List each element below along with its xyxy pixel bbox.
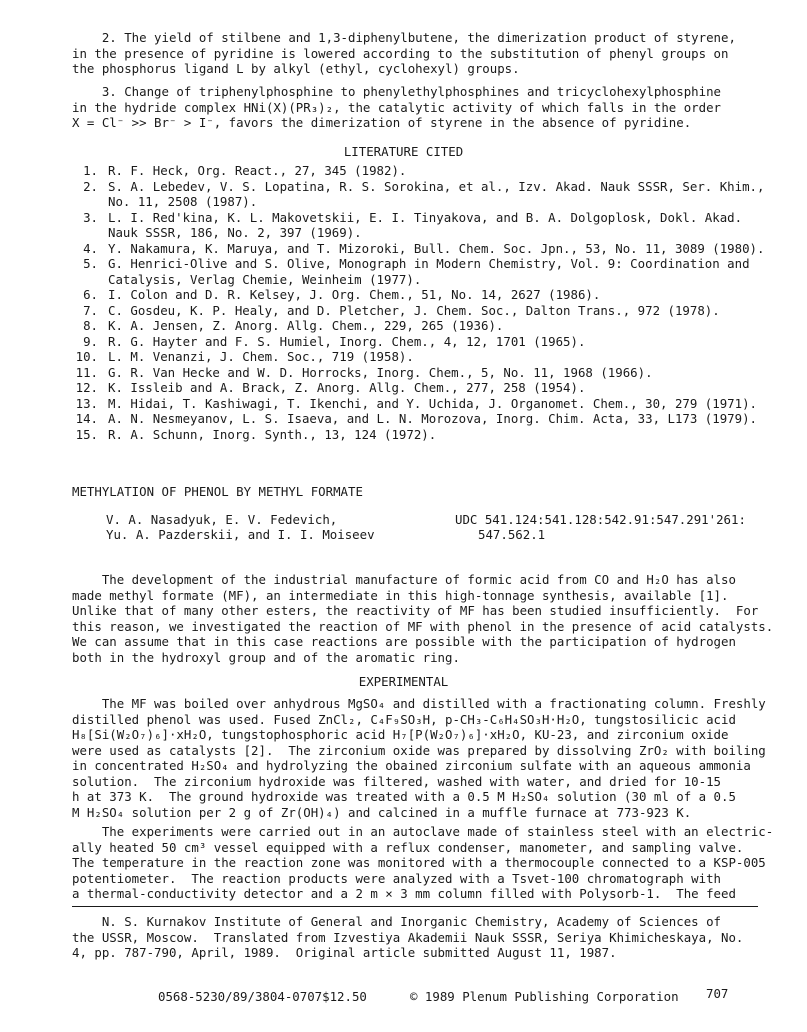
authors-continued [106, 527, 375, 543]
reference-text [108, 427, 772, 443]
reference-item [72, 380, 772, 396]
reference-line: C. Gosdeu, K. P. Healy, and D. Pletcher, J. Chem. Soc., Dalton Trans., 972 (1978). [108, 302, 720, 318]
text-line: 2. The yield of stilbene and 1,3-diphenylbutene, the dimerization product of styrene, [72, 30, 736, 45]
text-line: made methyl formate (MF), an intermediate in this high-tonnage synthesis, available [1]. [72, 587, 729, 603]
author-line: Yu. A. Pazderskii, and I. I. Moiseev [106, 527, 375, 542]
reference-number: 7. [83, 302, 98, 318]
text-line: The temperature in the reaction zone was monitored with a thermocouple connected to a KSP-005 [72, 855, 766, 870]
reference-line: S. A. Lebedev, V. S. Lopatina, R. S. Sorokina, et al., Izv. Akad. Nauk SSSR, Ser. Khim., [108, 178, 765, 194]
authors [106, 512, 337, 528]
reference-line: R. A. Schunn, Inorg. Synth., 13, 124 (1972). [108, 426, 437, 442]
text-line: the phosphorus ligand L by alkyl (ethyl, cyclohexyl) groups. [72, 61, 520, 76]
text-line: The experiments were carried out in an autoclave made of stainless steel with an electric- [72, 824, 774, 839]
experimental-heading: EXPERIMENTAL [358, 674, 449, 689]
reference-line: No. 11, 2508 (1987). [108, 194, 258, 209]
text-line: h at 373 K. The ground hydroxide was treated with a 0.5 M H₂SO₄ solution (30 ml of a 0.5 [72, 789, 736, 804]
text-line: The MF was boiled over anhydrous MgSO₄ and distilled with a fractionating column. Freshly [72, 696, 766, 711]
reference-item [72, 256, 772, 287]
author-line: V. A. Nasadyuk, E. V. Fedevich, [106, 512, 338, 527]
reference-line: K. Issleib and A. Brack, Z. Anorg. Allg. Chem., 277, 258 (1954). [108, 380, 586, 395]
reference-text [108, 411, 772, 427]
reference-number: 4. [83, 240, 98, 256]
reference-text [108, 318, 772, 334]
reference-text [108, 163, 772, 179]
experimental-paragraph-2 [72, 824, 774, 902]
reference-item [72, 427, 772, 443]
text-line: in the hydride complex HNi(X)(PR₃)₂, the catalytic activity of which falls in the order [72, 99, 722, 115]
reference-number: 1. [83, 163, 98, 178]
reference-line: Y. Nakamura, K. Maruya, and T. Mizoroki, Bull. Chem. Soc. Jpn., 53, No. 11, 3089 (1980). [108, 240, 765, 256]
text-line: M H₂SO₄ solution per 2 g of Zr(OH)₄) and calcined in a muffle furnace at 773-923 K. [72, 804, 692, 820]
reference-text [108, 256, 772, 287]
reference-item [72, 334, 772, 350]
reference-item [72, 163, 772, 179]
reference-line: K. A. Jensen, Z. Anorg. Allg. Chem., 229, 265 (1936). [108, 318, 504, 333]
reference-line: R. G. Hayter and F. S. Humiel, Inorg. Chem., 4, 12, 1701 (1965). [108, 333, 586, 349]
reference-list [72, 163, 772, 442]
reference-item [72, 241, 772, 257]
reference-line: I. Colon and D. R. Kelsey, J. Org. Chem., 51, No. 14, 2627 (1986). [108, 287, 601, 302]
experimental-paragraph-1 [72, 696, 766, 820]
reference-line: G. Henrici-Olive and S. Olive, Monograph in Modern Chemistry, Vol. 9: Coordination and [108, 256, 750, 271]
reference-item [72, 411, 772, 427]
reference-number: 11. [75, 364, 98, 380]
text-line: a thermal-conductivity detector and a 2 m × 3 mm column filled with Polysorb-1. The feed [72, 886, 736, 901]
text-line: ally heated 50 cm³ vessel equipped with a reflux condenser, manometer, and sampling valve. [72, 839, 744, 855]
footer-copyright: © 1989 Plenum Publishing Corporation [410, 989, 679, 1004]
reference-number: 9. [83, 333, 98, 349]
reference-text [108, 179, 772, 210]
reference-text [108, 210, 772, 241]
text-line: solution. The zirconium hydroxide was filtered, washed with water, and dried for 10-15 [72, 773, 722, 789]
text-line: this reason, we investigated the reaction of MF with phenol in the presence of acid catalysts. [72, 618, 774, 634]
reference-text [108, 241, 772, 257]
reference-text [108, 303, 772, 319]
reference-line: M. Hidai, T. Kashiwagi, T. Ikenchi, and Y. Uchida, J. Organomet. Chem., 30, 279 (1971). [108, 395, 758, 411]
reference-line: Catalysis, Verlag Chemie, Weinheim (1977). [108, 271, 422, 287]
reference-item [72, 303, 772, 319]
reference-item [72, 318, 772, 334]
text-line: The development of the industrial manufacture of formic acid from CO and H₂O has also [72, 572, 736, 587]
text-line: H₈[Si(W₂O₇)₆]·xH₂O, tungstophosphoric acid H₇[P(W₂O₇)₆]·xH₂O, KU-23, and zirconium oxide [72, 727, 729, 742]
text-line: were used as catalysts [2]. The zirconium oxide was prepared by dissolving ZrO₂ with boiling [72, 742, 766, 758]
footnote-divider [72, 906, 758, 907]
reference-item [72, 179, 772, 210]
text-line: 4, pp. 787-790, April, 1989. Original article submitted August 11, 1987. [72, 945, 617, 960]
text-line: both in the hydroxyl group and of the aromatic ring. [72, 649, 460, 665]
reference-line: A. N. Nesmeyanov, L. S. Isaeva, and L. N. Morozova, Inorg. Chim. Acta, 33, L173 (1979). [108, 411, 758, 426]
text-line: distilled phenol was used. Fused ZnCl₂, C₄F₉SO₃H, p-CH₃-C₆H₄SO₃H·H₂O, tungstosilicic acid [72, 711, 736, 727]
reference-number: 8. [83, 318, 98, 333]
text-line: We can assume that in this case reactions are possible with the participation of hydrogen [72, 634, 736, 649]
reference-item [72, 210, 772, 241]
reference-line: R. F. Heck, Org. React., 27, 345 (1982). [108, 163, 407, 178]
reference-text [108, 396, 772, 412]
reference-text [108, 380, 772, 396]
reference-item [72, 287, 772, 303]
udc-code: UDC 541.124:541.128:542.91:547.291'261: [455, 512, 746, 527]
article-title: METHYLATION OF PHENOL BY METHYL FORMATE [72, 484, 363, 499]
reference-number: 6. [83, 287, 98, 302]
udc-code-continued: 547.562.1 [478, 527, 546, 542]
text-line: in concentrated H₂SO₄ and hydrolyzing the obained zirconium sulfate with an aqueous ammonia [72, 758, 751, 773]
reference-number: 14. [75, 411, 98, 426]
reference-line: L. M. Venanzi, J. Chem. Soc., 719 (1958). [108, 349, 414, 364]
reference-number: 12. [75, 380, 98, 395]
reference-number: 5. [83, 256, 98, 271]
reference-number: 10. [75, 349, 98, 364]
text-line: X = Cl⁻ >> Br⁻ > I⁻, favors the dimerization of styrene in the absence of pyridine. [72, 115, 692, 130]
reference-text [108, 287, 772, 303]
reference-number: 13. [75, 395, 98, 411]
text-line: 3. Change of triphenylphosphine to phenylethylphosphines and tricyclohexylphosphine [72, 84, 722, 99]
text-line: the USSR, Moscow. Translated from Izvestiya Akademii Nauk SSSR, Seriya Khimicheskaya, No. [72, 929, 744, 945]
footer-publication-code: 0568-5230/89/3804-0707$12.50 [158, 989, 367, 1004]
conclusion-item-2 [72, 30, 762, 77]
reference-line: G. R. Van Hecke and W. D. Horrocks, Inorg. Chem., 5, No. 11, 1968 (1966). [108, 364, 653, 380]
article-intro-paragraph [72, 572, 774, 665]
reference-number: 3. [83, 209, 98, 225]
reference-text [108, 365, 772, 381]
literature-cited-heading: LITERATURE CITED [343, 144, 464, 159]
reference-number: 15. [75, 426, 98, 442]
reference-item [72, 349, 772, 365]
text-line: in the presence of pyridine is lowered according to the substitution of phenyl groups on [72, 45, 729, 61]
text-line: potentiometer. The reaction products were analyzed with a Tsvet-100 chromatograph with [72, 870, 722, 886]
reference-item [72, 365, 772, 381]
reference-item [72, 396, 772, 412]
affiliation-footnote [72, 914, 762, 961]
text-line: N. S. Kurnakov Institute of General and Inorganic Chemistry, Academy of Sciences of [72, 914, 722, 929]
reference-number: 2. [83, 178, 98, 194]
reference-line: Nauk SSSR, 186, No. 2, 397 (1969). [108, 225, 362, 240]
reference-text [108, 334, 772, 350]
conclusion-item-3 [72, 84, 762, 131]
page-number: 707 [706, 986, 729, 1001]
reference-text [108, 349, 772, 365]
reference-line: L. I. Red'kina, K. L. Makovetskii, E. I. Tinyakova, and B. A. Dolgoplosk, Dokl. Akad. [108, 209, 743, 225]
text-line: Unlike that of many other esters, the reactivity of MF has been studied insufficiently. For [72, 603, 759, 618]
